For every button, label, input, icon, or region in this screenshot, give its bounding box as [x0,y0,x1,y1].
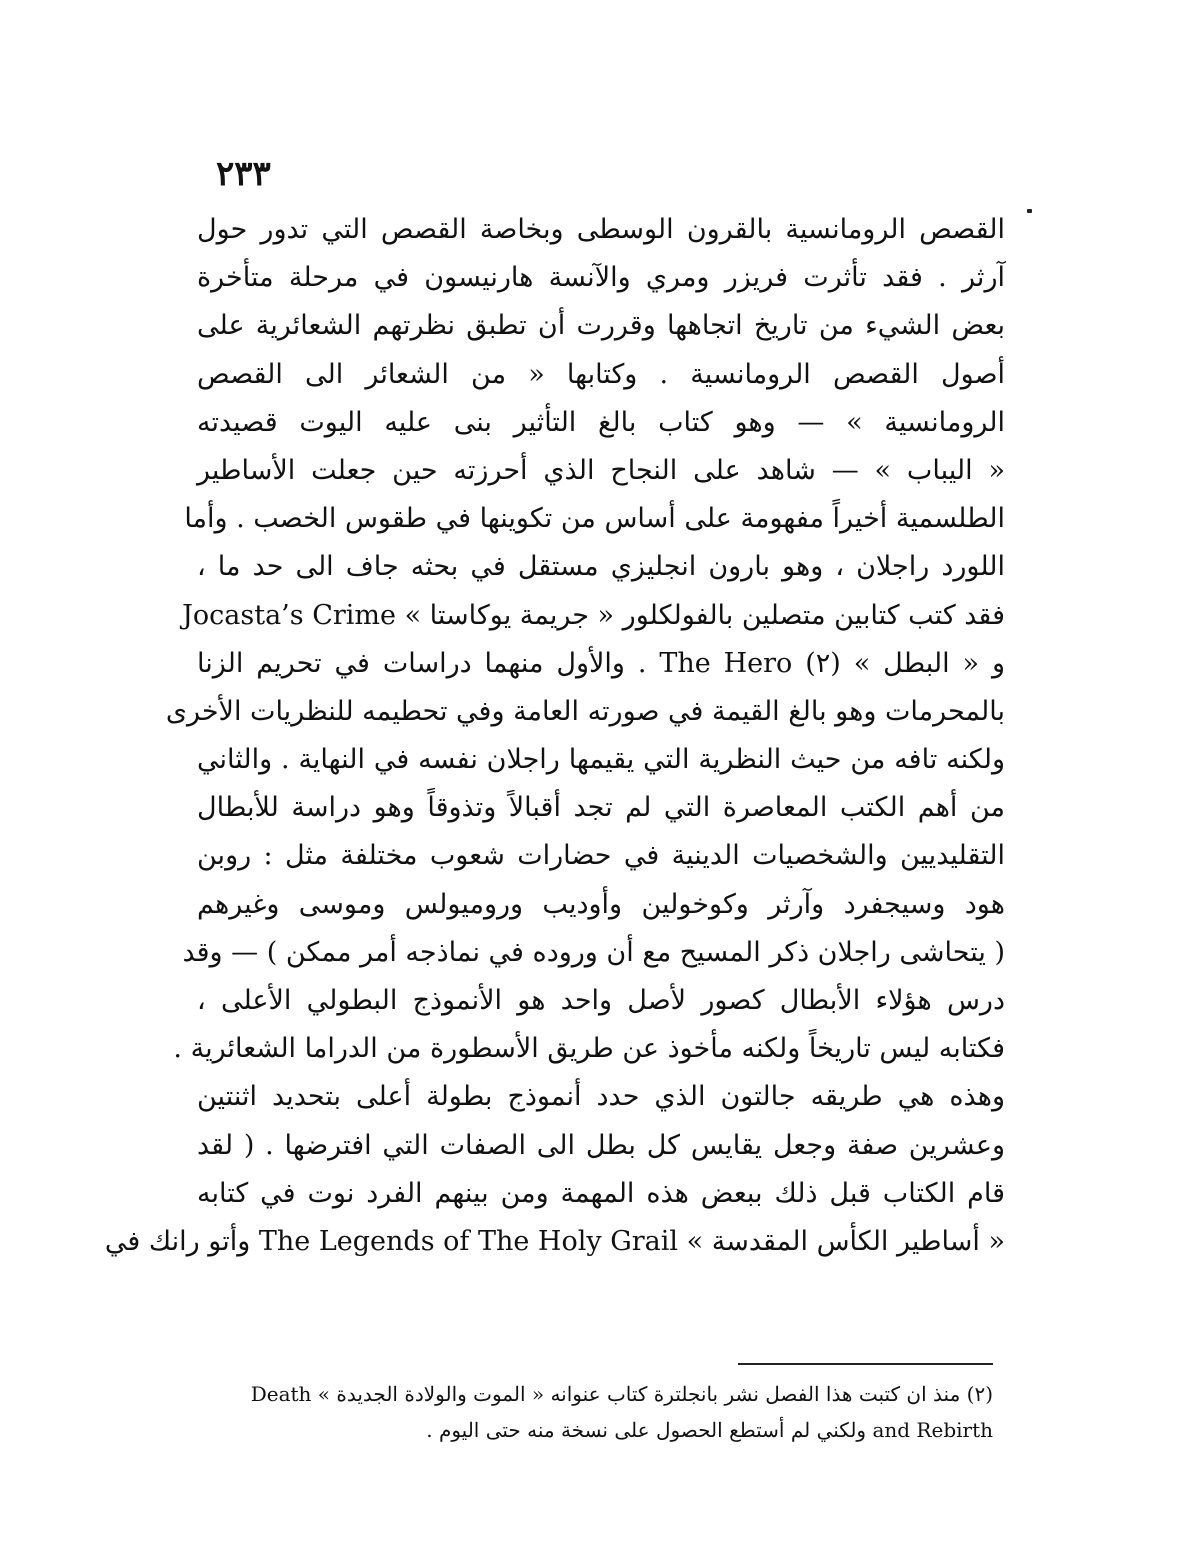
body-line: الرومانسية » — وهو كتاب بالغ التأثير بنى عليه اليوت قصيدته [197,406,1005,438]
footnote-divider [738,1363,993,1365]
body-line: اللورد راجلان ، وهو بارون انجليزي مستقل في بحثه جاف الى حد ما ، [197,551,1006,583]
body-line: فكتابه ليس تاريخاً ولكنه مأخوذ عن طريق الأسطورة من الدراما الشعائرية . [173,1033,1005,1065]
body-line: وهذه هي طريقه جالتون الذي حدد أنموذج بطولة أعلى بتحديد اثنتين [197,1081,1005,1113]
footnotes [172,1376,993,1448]
body-line: بالمحرمات وهو بالغ القيمة في صورته العامة وفي تحطيمه للنظريات الأخرى [165,695,1005,727]
body-text [104,206,1006,1266]
body-line: أصول القصص الرومانسية . وكتابها « من الشعائر الى القصص [197,358,1005,390]
body-line: الطلسمية أخيراً مفهومة على أساس من تكوينها في طقوس الخصب . وأما [184,503,1005,535]
body-line: و « البطل » (٢) The Hero . والأول منهما دراسات في تحريم الزنا [197,647,1005,679]
body-line: « أساطير الكأس المقدسة » The Legends of The Holy Grail وأتو رانك في [104,1225,1005,1257]
body-line: بعض الشيء من تاريخ اتجاهها وقررت أن تطبق نظرتهم الشعائرية على [197,310,1005,342]
body-line: وعشرين صفة وجعل يقايس كل بطل الى الصفات التي افترضها . ( لقد [197,1129,1005,1161]
body-line: ولكنه تافه من حيث النظرية التي يقيمها راجلان نفسه في النهاية . والثاني [197,744,1005,776]
body-line: قام الكتاب قبل ذلك ببعض هذه المهمة ومن بينهم الفرد نوت في كتابه [197,1177,1005,1209]
body-line: من أهم الكتب المعاصرة التي لم تجد أقبالاً وتذوقاً وهو دراسة للأبطال [197,792,1005,824]
body-line: آرثر . فقد تأثرت فريزر ومري والآنسة هارنيسون في مرحلة متأخرة [197,262,1005,294]
body-line: « اليباب » — شاهد على النجاح الذي أحرزته حين جعلت الأساطير [197,454,1005,486]
body-line: فقد كتب كتابين متصلين بالفولكلور « جريمة يوكاستا » Jocasta’s Crime [182,599,1005,631]
body-line: هود وسيجفرد وآرثر وكوخولين وأوديب وروميولس وموسى وغيرهم [197,888,1005,920]
scan-speck [1027,209,1032,213]
footnote-line: and Rebirth ولكني لم أستطع الحصول على نسخة منه حتى اليوم . [426,1418,993,1442]
footnote-line: (٢) منذ ان كتبت هذا الفصل نشر بانجلترة كتاب عنوانه « الموت والولادة الجديدة » Death [250,1382,993,1406]
body-line: القصص الرومانسية بالقرون الوسطى وبخاصة القصص التي تدور حول [197,214,1005,245]
body-line: التقليديين والشخصيات الدينية في حضارات شعوب مختلفة مثل : روبن [197,840,1005,872]
body-line: ( يتحاشى راجلان ذكر المسيح مع أن وروده في نماذجه أمر ممكن ) — وقد [182,936,1005,968]
page-number: ٢٣٣ [216,154,271,194]
body-line: درس هؤلاء الأبطال كصور لأصل واحد هو الأنموذج البطولي الأعلى ، [197,985,1005,1016]
